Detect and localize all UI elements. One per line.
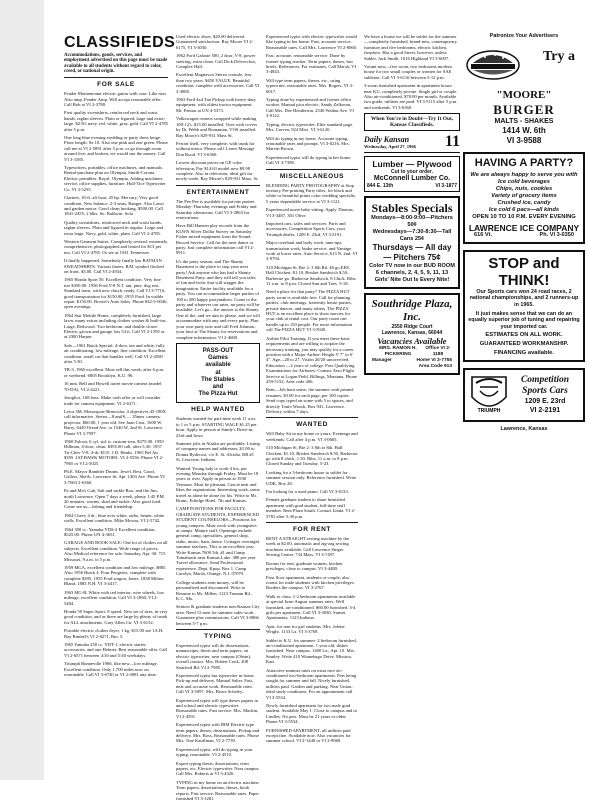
pass-out-line: at (215, 369, 221, 376)
classified-ad: 1964 Chevy 4 dr., blue over white, radio, heater, white walls. Excellent condition. Mike Mowat, VI 2-5742. (64, 512, 165, 524)
triumph-logo-text: TRIUMPH (477, 408, 501, 415)
page-number: 11 (444, 133, 460, 151)
stables-line: Girls' Nite Out Is Every Nite! (374, 277, 450, 284)
classified-ad: It's the party season, and The Shanty Basement is the place to stop your next party! Ask anyone who has had a Shanty Basement Party, and they will tell you tales of fun and frolic that will stagger the imagination. Entire facility available for a party. You can accommodate larger parties of 100 to 200 happy partymakers. Come to the party and whatever our rates, no party will be available. Let's go—the answer is the Shanty. One of the, and we aim to please, and we will accommodate with any and every party. Plan your own party now and call Fred Johnson, your host at The Shanty for reservations and complete information: VI 2-4680. (176, 258, 260, 340)
classified-ad: Summer jobs in Alaska are profitable. Listing of company names and addresses, $1.00 to Donna Rydecost, c/o E. St. Alcidia, RR #1 St. Leorvine, Indiana. (176, 440, 260, 463)
pass-out-line: The Stables (201, 376, 235, 383)
classified-ad: Ferrari shell, very complete, with trunk far without motor. Please call. Leave Message Don Rood. VI 3-6360. (176, 140, 255, 157)
try-a-heading: Try a (543, 49, 576, 65)
classified-ad: Imported cars, sales and services. Parts and accessories, Competition Sports Cars, your Triumph dealer, 1209 E. 23rd, VI 3-2191. (266, 220, 346, 237)
classified-ad: BLENDING PARTY PHOTOGRAPHY at Stop territory Pre-printing Party titles, for black and white or beautiful prints color wedding specialty. 5 years dependable service at VI 3-1121. (266, 182, 357, 204)
classified-ad: Rent—Job hunt sense, the summer with printed resumes, $3.00 for each page, per 100 copies. Send copy typed on some with 5 to spaces, and directly Tonio Woods, Box 941, Lawrence. Delivery within 7 days. (266, 387, 354, 414)
southridge-title: Southridge Plaza, Inc. (371, 298, 453, 324)
classified-ad: Sale—1961 Buick Special, 4-door, tan and white, fully air conditioning, low mileage, fine condition. Excellent condition, small car that handles well. Call VI 2-4500 after 5:30. (64, 342, 166, 365)
classified-ad: 1965 Honda Sport 50. Excellent condition. Very fine tire $350.00. 1956 Ford V-8 N.T. tan, pine, dog rest. Standard trans. with new clutch, ready. Call VI 3-7716, good transportation for $150.00. 1955 Ford. In visible repair. $150.00. Brown's Auto Sales. Phone 842-5-6046, open evenings. (64, 277, 168, 310)
classified-ad: Looking for a 3-bedroom house to sublet for summer session only. Reference furnished. Write UDK, Box 28. (266, 469, 357, 486)
classified-ad: 510 Michigan St. Rte 2: 3 8th to 8th. Hall Chicken, $1.10, Brisket Sandwich $.50, Barbecue go with 8 chick, 1.50. Ribs, 11 a.m. to 8 p.m. Closed Sunday and Tuesday. 5-23. (266, 445, 358, 467)
classified-ad: Lowest discount prices on GE color television, Pay $14.63 model now $9.98 complete. Also in television, ideal gift for newly-weds. Ray Moore's 829-931 Mass. St. (176, 160, 259, 182)
classified-ad: Quality sweatshirts, reinforced neck and waist bands, raglan sleeves. Plain and figured in regular. Large and extra large. Navy, gold, white, plain. Call VI 2-4785. (64, 219, 164, 236)
classified-ad: Newly furnished apartment for two male grad student. Available May 1. Close to campus and to Lindley. No pets. Must be 21 years or older. Phone VI 3-5534. (266, 703, 358, 725)
moore-burger-ad (463, 89, 585, 146)
party-line: Crushed ice, candy (497, 200, 551, 207)
classified-ad: Expert typing thesis, dissertations, term papers, etc. Electric typewriter. Near campus. Call Mrs. Roberts at VI 3-4320. (176, 760, 260, 777)
classified-ad: Typing, electric typewriter, Elite standard page. Mrs. Craven, 924 Miss. VI 3-6120. (266, 121, 354, 133)
classified-ad: Leica 3M, Motorsport-Binocular, 4 objectives 45-180X call informative. Stereo—8 and 6 — 35mm. camera, projector, $60.00, 1 year old. See Juan Cruz, 1600 W. Barry, 6449 Oread Ave. or 1540 W. 2nd St. Lawrence. Phone VI 3-7997. (64, 408, 167, 436)
classified-ad: Ph.E. Mayor Rambler Drums. Jewel, Best. Good, Gallers, Sheils. Lawrence fit, Apt. 1403 Ave. Phone VI 3-7063 2-6360. (64, 468, 165, 485)
moore-phone: VI 3-9588 (506, 136, 542, 146)
classified-ad: Typing done by experienced and former office worker, Manual pica electric, Sandy Zelkoom, Call Mrs. Dee Henderson, 2540 Walnut Ave. VI 3-0122. (266, 97, 354, 119)
classified-ad: College students earn money, will be personalized and discounted. Write to Resume to Mr. Millen, 1123 Truman Rd., K.C. Mo. (176, 579, 253, 601)
competition-city: Lawrence, Kansas (500, 426, 548, 433)
classified-ad: Have Bill Hansen play records from the KLWN Silver Dollar Survey on Saturday Fisher mixed equipment from the Sound Record Service. Call for the next dance or party. Just complete information call VI 2-9911. (176, 223, 255, 256)
divider (176, 185, 260, 186)
party-line: Chips, nuts, cookies (495, 186, 553, 193)
classified-ad: One long blue evening wedding or party dress beige. Floor length. Sz 10. Also one pink and one green. Please call me at VI 2-5891 after 5 p.m. or go through room around five, and broken, we would use the money. Call VI 3-1585. (64, 135, 168, 162)
classified-ad: First quality sweatshirts, reinforced neck and waist bands, raglan sleeves. Plain or figured, large and extra-large. $2.50, navy, red, white, gray, gold. Call VI 2-4785 after 5 p.m. (64, 110, 168, 132)
classified-ad: Will type term papers, theses, etc., using typewriter, reasonable rates. Mrs. Rogers, VI 3-6017. (266, 77, 354, 94)
classified-ad: 1964 300 cc. Yamaha YDS-2 Excellent condition, $525.00. Phone UN 4-3651. (64, 526, 156, 538)
classified-ad: CAMP POSITIONS FOR FACULTY, GRADUATE STUDENTS, EXPERIENCED STUDENT COUNSELORS—Positions for young campers. Must work with youngsters at camps. Mature staff. Openings include general camp, specialties, general shop, radio, music, ham, dance. Cottages overnight summer teachers. This is an excellent year. Write Kansas 7600 5th, #1 and Camp Tomahawk near Kansas Lake. 380 per year Travel allowance. Send Professional experience. Dept. Kpop. Box 1. Camp Carolyn, Marsh, Orange, N.J. 07079. (176, 506, 260, 577)
classified-ad: Rooms for rent, graduate women, kitchen privileges, close to campus. VI 3-4480. (266, 560, 343, 572)
stop-title: STOP and THINK! (488, 254, 560, 289)
competition-address: 1209 E. 23rd (524, 398, 566, 406)
southridge-ad (364, 293, 460, 375)
classified-ad: Clarinet, 16-ft. aft boat, 45 hp. Mercury, Very good condition, New balance, 2-3 seats, Ranger. Also Lawn and garden motor. Good clean hooking. $500.00. Call 1841-2455, 2 blks. So. Baldwin. Solo. (64, 195, 164, 217)
classified-ad: Volkswagen owners swapped while making 100-12's. $15.00 installed. Tires with covers by Dr. Webb and Romanian. VOS installed. Ray Moore's 829-931 Mass St. (176, 116, 258, 138)
moore-burger: BURGER (493, 102, 555, 118)
stop-list-item: GUARANTEED WORKMANSHIP. (479, 341, 569, 348)
classified-ad: Honda 50 Super Sport, 8 speed. New set of tires, in very good condition, and as there are large by plenty of trunk for ALL attachments. Gary Allen Ctr. VI 3-6152. (64, 608, 168, 625)
classified-ad: Experienced typist will do typing in her home. Call VI 3-7398. (266, 154, 352, 166)
classified-ad: Experienced nurse baby-sitting. Apply Thomas, VI 3-3487, 301 Olive. (266, 207, 354, 218)
lumber-address: 844 E. 13th (367, 183, 394, 190)
southridge-city: Lawrence, Kansas, 66044 (381, 330, 443, 337)
column-1 (64, 34, 176, 746)
classified-ad: 3-room furnished apartment in apartment house near KU, completely private. Single girl or couple. Also air-conditioned, $70.00 per month. Available two grade, utilities are paid. VI 3-5115 after 5 p.m. and weekends. VI 3-6360. (364, 83, 458, 110)
classified-ad: Experienced typist with electric typewriter would like typing in her home. Fast, accurate service. Reasonable rates. Call Mrs. Lawrence VI 2-8060. (266, 34, 358, 50)
classified-ad: TYPING in my home on an electric machine. Term papers, dissertations, theses, book reports. Fast service. Reasonable rates. Paper furnished VI 3-1281. (176, 779, 260, 802)
classified-ad: Typewriters, portables, office machines, and manuals. Rental-purchase plan on Olympia, Smith-Corona. Electric portables. Royal. Olympia. Adding machines, service, office supplies, furniture. Hull-Tice Typewriter Co. VI 3-5255. (64, 165, 166, 192)
stop-list-item: FINANCING available. (494, 350, 554, 357)
classified-ad: Experienced typist with IBM Electric type term papers, theses, dissertations. Pickup and delivery. Mrs. Ross, Reasonable rates. Phone Mrs. Tine Kauffman, VI 2-7739. (176, 722, 260, 744)
classified-ad: 16 mm. Bell and Howell turret movie camera (model 70-DA). VI 2-4221. (64, 381, 162, 392)
classified-ad: 1963 MG-B, White with red interior, wire wheels, low mileage, excellent condition. Call VI 3-1860, VI 2-5484. (64, 589, 165, 606)
party-title: HAVING A PARTY? (474, 157, 574, 170)
classified-ad: Sublet to K.U. for summer: 2 bedroom furnished, air-conditioned apartment, 1 year old, dishes furnished. Near campus. 1400 La., Apt. 10. Mrs. Stanley. Write 410 Winnebago Drive, Mission, Kan. (266, 637, 357, 665)
lumber-title: Lumber — Plywood (372, 159, 452, 170)
page-margin (0, 0, 44, 780)
classified-ad: Western Garment Suites. Completely revised, extremely comprehensive, photographed and leased for $13 per mo. Call VI 2-4785. Or see at 1941 Tennessee. (64, 238, 168, 255)
classified-ad: Vacant now—five room, two bedrooms modern house for two small couples or women for SAE sublease. Call VI 3-6116 between 5-12 p.m. (364, 64, 452, 80)
classified-ad: Airline Pilot Training. If you meet these basic requirements and are willing to acquire the necessary training, you may qualify for a career position with a Major Airline: Height 5' 7" to 6' 4". Age—20 to 27. Vision 20/20 uncorrected. Education —2 years of college. Pass Qualifying Examinations for Airbuses: Contact Aero Flight Service at Logan Field, Billings, Montana, Phone 259-5152, Area code 406. (266, 335, 357, 384)
classified-ad: Students wanted for part-time work 11 a.m. to 1 or 5 p.m. STARTING WAGE $1.25 per hour. Apply in person at Sandy's Drive-in, 23rd and Iowa. (176, 416, 257, 438)
pass-out-line: The Pizza Hut (198, 391, 238, 398)
classified-ad: 1959 MGA, excellent condition and low mileage. $885. Also 1956 Buick 4. Four Peugeots, complete with complete $395. 1955 Ford wagon, Jones. 1838 Milton Bland. 1883 N.H. VI 3-4417. (64, 565, 167, 587)
for-sale-list-cont (176, 34, 260, 182)
southridge-vacancies: Vacancies Available (377, 336, 447, 347)
campus-ad: When You're in Doubt—Try It Out, Kansas Classifieds. (364, 113, 460, 131)
southridge-manager: MRS. RAMON H. PICKERING (379, 346, 417, 358)
for-sale-heading: FOR SALE (97, 81, 135, 89)
classified-ad: 1962 Ford Galaxie 500, 2 door, V-8, power steering, extra clean. Call Dick Delvecchio, Complex Hall. (176, 53, 257, 70)
patronize-banner: Patronize Your Advertisers (489, 33, 559, 39)
ice-company-address: 616 Vt. (474, 232, 493, 239)
classified-ad: Excellent Magnavox Stereo console, less than two years. $450 VALUE. Beautiful condition, complete with accessories. Call VI 3-3885. (176, 72, 260, 94)
help-wanted-list (176, 416, 260, 626)
pass-out-line: PASS-OUT (202, 347, 234, 354)
for-rent-heading: FOR RENT (292, 526, 332, 534)
classified-ad: TR-3, 1965 excellent. Must sell this week, after 6 p.m. or weekend. 6805 Brooklyn, K.U. 96. (64, 367, 165, 378)
entertainment-list (176, 199, 260, 340)
pass-out-line: available (205, 362, 231, 369)
classified-ad: Experienced typist, will do typing in your typing, reasonable. VI 2-4510. (176, 746, 253, 758)
classified-ad: Need a place for that party? The PIZZA HUT party room is available free. Call for planning parties, club meetings, fraternity house parties, private dances, and many others. The PIZZA HUT is an excellent place to show movies for your club at rental cost. Our party room can handle up to 150 people. For more information call The PIZZA HUT VI 3-5920. (266, 289, 353, 333)
lumber-sub: Cut to your order. (391, 169, 433, 176)
classifieds-title: CLASSIFIEDS (64, 34, 176, 51)
classified-ad: RENT A STRAIGHT sewing machine by the week at $2.00, automatic and zig-zag sewing machines available. Call Lawrence Singer Sewing Center, 734 Mass. VI 3-7497. (266, 536, 350, 558)
entertainment-heading: ENTERTAINMENT (186, 188, 250, 196)
miscellaneous-list (266, 183, 358, 415)
classified-ad: 1963 Ford 4x4 Tan Pickup with heavy-duty equipment, with oldest tractor equipment. Mr. Fenton at UN 4-5373. (176, 97, 256, 113)
stables-line: Color TV now in our BUD ROOM (369, 263, 455, 270)
office-phone: VI 2-1188 (432, 346, 451, 358)
moore-malts: MALTS - SHAKES (494, 118, 554, 126)
column-2 (176, 34, 260, 802)
divider (266, 417, 358, 418)
for-rent-list-cont (364, 34, 460, 110)
classified-ad: If finally happened. Somebody finally has BATMAN SWEATSHIRTS. Various threes. BAT symbol flocked on front. $3.00. Call VI 2-4934. (64, 258, 164, 274)
stables-line: Thursdays — All day — Pitchers 75¢ (372, 243, 452, 263)
classified-ad: Triumph Bonneville 1966, like new—low mileage. Excellent condition. Only 1,700 miles now on reasonable. Call VI 3-6740 or VI 2-4981 any time. (64, 661, 158, 677)
classified-ad: Female graduate student to share furnished apartment with grad student, full-time staff member. Rent Plaza South. Contact Linda. VI 2-5781 after 5:30 p.m. (266, 497, 356, 519)
competition-phone: VI 2-2191 (529, 407, 561, 415)
daily-kansan-flag (364, 134, 460, 153)
party-line: Ice cold 6 pacs—all kinds (488, 207, 560, 214)
party-hours: OPEN 10 TO 10 P.M. EVERY EVENING (472, 214, 576, 221)
stop-line: It just makes sense that we can do an equally superior job of tuning and repairing your imported car. (468, 310, 580, 330)
classified-ad: Experienced typist will do dissertations, manuscripts, thesis and term papers, on electric typewriter, near campus (Olean), overall contact. Mrs. Robert Cook, 208 Stratford Rd. VI 2-7985. (176, 642, 252, 670)
moore-address: 1414 W. 6th (502, 126, 546, 136)
for-rent-list (266, 536, 358, 744)
column-3 (266, 34, 358, 746)
moore-quote: "MOORE" (496, 89, 552, 102)
party-line: We are always happy to serve you with (470, 172, 578, 179)
stables-ad (364, 196, 460, 289)
competition-sports-cars-ad (463, 368, 585, 422)
classified-ad: 1964 Star Mobile Home, completely furnished, large lawn, many extras including clothes washer & built-ins. Large, Redwood. Two bedroom, and double closet. Electric grown and garage lots 54 ft. Call VI 2-1595 or at 2300 Harper. (64, 312, 167, 340)
classified-ad: Will do typing in my home. Accurate typing, reasonable rates and prompt. VI 3-0216, Mrs. Marvin Brown. (266, 135, 350, 152)
burger-illustration (463, 43, 523, 87)
help-wanted-heading: HELP WANTED (191, 406, 245, 414)
miscellaneous-heading: MISCELLANEOUS (279, 172, 345, 180)
pass-out-line: Games (207, 355, 228, 362)
classified-ad: Jeroglics, 168 bass. Make cash offer or will consider trade for camera equipment. VI 2-6371. (64, 395, 161, 406)
classified-ad: Seniors & graduate students non-Kansas City area. Need 15 men for summer sales work. Guarantee plus commissions. Call VI 3-0866 between 5-7 p.m. (176, 604, 260, 626)
classified-ad: 1965 Yamaha 250 cc. YDT-1, electric starter, accessories, and one Helmet. Best reasonable offer. Call VI 2-6571 between 4:30 and 5:30 weekdays. (64, 641, 167, 658)
lumber-company: McConnell Lumber Co. (373, 175, 451, 183)
ice-company-name: LAWRENCE ICE COMPANY (468, 223, 580, 234)
stables-line: Mondays—8:00-9:00—Pitchers 50¢ (371, 215, 453, 229)
classified-ad: Portable electric clothes dryer, 1 kg. $15.00 see 1A.H. Ray Rimbel's VI 2-8271, Rm. 5. (64, 628, 164, 639)
classified-ad: Experienced typist will type theses papers in and school and electric typewriter. Reasonable rates. Fast service. Mrs. Mackin, VI 2-4591. (176, 697, 259, 719)
manager-label: Manager (372, 358, 392, 364)
stop-and-think-ad (463, 250, 585, 363)
party-line: Variety of grocery items (491, 193, 557, 200)
lumber-ad (364, 156, 460, 192)
column-5 (463, 34, 585, 746)
classified-ad: Apts. for rent for girl students. Mrs. Jolene Wright. 1133 La. VI 3-3769. (266, 623, 345, 635)
column-4 (364, 34, 460, 746)
classified-ad: Fast, accurate, reasonable service. Done by former typing teacher. Term papers, theses, last briefs. References. For estimates, Call Marsh, VI 3-4843. (266, 53, 356, 75)
classified-ad: FURNISHED APARTMENT, all utilities paid except fine. Available now. Also vacancies for summer school. VI 2-1440 or VI 2-9060. (266, 727, 351, 744)
lumber-phone: VI 3-1877 (435, 183, 457, 190)
home-label: Home (416, 358, 430, 364)
classified-ad: We have a house we will be sublet for the summer—completely furnished, brand-new, contemporary furniture and five bedrooms, electric kitchen, fireplace. Has a good Street, however, unless Sublet, Jack Smith, 1016 Highland VI 3-6007. (364, 34, 457, 61)
classified-ad: GARAGE AND BOOK SALE: One lot of clothes on all subjects. Excellent condition. Wide range of prices. Also Medical reference for sale. Saturday, Apr. 30: 715 Missouri, 9 a.m. to 5 p.m. (64, 540, 168, 562)
home-phone: VI 3-7755 (431, 358, 452, 364)
divider (266, 169, 358, 170)
classified-ad: Experienced typist has typewriter in home. Pick-up and delivery. Manual Salter. Fast, neat and accurate work. Reasonable rates. Call VI 3-5097. Mrs. Bruce Scheley. (176, 672, 255, 695)
divider (176, 629, 260, 630)
classified-ad: 310 Michigan St. Rte 2: 3 8th Rd. 40 go EE8, Hall Chicken, $1.10. Brisket Sandwich $.50, Barbecue go. Barbecue Sandwich, 8 Chick. Ribs. 11 a.m. to 8 p.m. Closed Sun and Tues. 5-18. (266, 264, 357, 287)
classifieds-intro: Accommodations, goods, services, and employment advertised on this page must be made available to all students without regard to color, creed, or national origin. (64, 53, 168, 74)
area-code: Area Code 913 (418, 364, 452, 370)
stop-line: Our Sports cars won 24 road races, 2 national championships, and 2 runners-up in 1965. (469, 288, 579, 308)
triumph-logo-icon (468, 373, 510, 417)
stables-line: 6 channels, 2, 4, 5, 9, 11, 13 (375, 270, 449, 277)
stables-title: Stables Specials (371, 201, 453, 216)
divider (64, 77, 168, 78)
competition-title-2: Sports Cars (522, 386, 568, 397)
office-label: Office (425, 346, 440, 352)
classified-ad: Fender Montemount electric guitar with case. Like new. Also amp. Fender Amp. Will accept reasonable offer. Call Bob at VI 2-3780. (64, 91, 167, 107)
classified-ad: Wanted: Young lady to work 4 hrs. per evening Monday through Friday. Must be 18 years or over. Apply in person at 1930 Vermont. Must be pleasant, Gracie neat and likes the organisation. Interesting work, some travel as alone be alone for his. Write to Mr. Brunc, Edridge Hotel, 7th and Kansas. (176, 465, 260, 504)
typing-list-cont (266, 34, 358, 166)
classified-ad: 1960 Falcon, 6 cyl. std. tr. custom-tour. $375.00. 1959 Hillman, 4-door, clean. $395.00 call, after 5:30. 1957 Tri-Chev V-8, 4-dr. $115. J.D. Henks. 1965 Bel Air. $395. JAYHAWK MOTORS. VI 2-5556. Phone VI 2-7965 or VI 2-5025. (64, 438, 164, 466)
classified-ad: Walk to class: 1-2 bedroom apartments available at special June-August summer rates. Well furnished, air-conditioned. $60.00 furnished. 3-4 girls per apartment. Call VI 3-3030, Sunset Apartments, 1123 Indiana. (266, 593, 356, 621)
ice-company-phone: Ph. VI 3-0350 (539, 232, 574, 239)
paper-name: Daily Kansan (364, 135, 410, 145)
typing-heading: TYPING (204, 632, 232, 640)
ice-company-ad (463, 152, 585, 243)
for-sale-list (64, 91, 168, 677)
classified-ad: Pa and Ma's Cub, Salt and tackle Box, and the Jim, north Lawrence. Open 7 days a week, plenty 1:45 P.M. 20 minutes, worms, shad and tackle. Also good food. Come see us—fishing and friendship. (64, 488, 165, 510)
stop-list-item: ESTIMATES ON ALL WORK. (485, 332, 563, 339)
classified-ad: Used electric dryer, $20.00 delivered. Guaranteed satisfaction. Ray Moore VI 2-6175, VI 3-3030. (176, 34, 254, 50)
pass-out-ad (176, 343, 260, 403)
paper-date: Wednesday, April 27, 1966 (364, 144, 416, 150)
classified-ad: Will Baby Sit in my home or yours. Evenings and weekends. Call after 4 p.m. VI 3-0665. (266, 431, 358, 442)
pass-out-line: and (212, 383, 224, 390)
classified-ad: The Pee Pee is available for private parties Monday-Thursday evenings and Friday and Saturday afternoons. Call VI 3-2863 for reservations. (176, 198, 257, 220)
wanted-heading: WANTED (296, 421, 328, 429)
typing-list (176, 643, 260, 802)
wanted-list (266, 431, 358, 519)
classified-ad: Attractive summer rates on extra nice air-conditioned two-bedroom apartments. Pets being sought for summer and fall. Nicely furnished, utilities paid. Garden and parking. Near Union, ideal study conditions. For an appointment call VI 3-5534. (266, 667, 357, 700)
party-line: Ice cold beverages (498, 179, 550, 186)
classified-ad: First floor apartment, students or couple, also rooms for male students with kitchen privileges. Borders the campus. VI 3-2767. (266, 574, 355, 591)
southridge-address: 2550 Ridge Court (391, 324, 433, 331)
classified-ad: Major overhaul and body work, tune-ups, transmission work, brake service, and Vantage work at lower rates, Auto Service, 613 N. 2nd. VI 3-9794. (266, 240, 358, 262)
stables-line: Wednesdays—7:30-8:30—Tall Cans 25¢ (372, 229, 452, 243)
competition-title: Competition (520, 375, 570, 386)
classified-ad: I'm looking for a used piano. Call VI 3-6133. (266, 489, 349, 495)
divider (266, 522, 358, 523)
